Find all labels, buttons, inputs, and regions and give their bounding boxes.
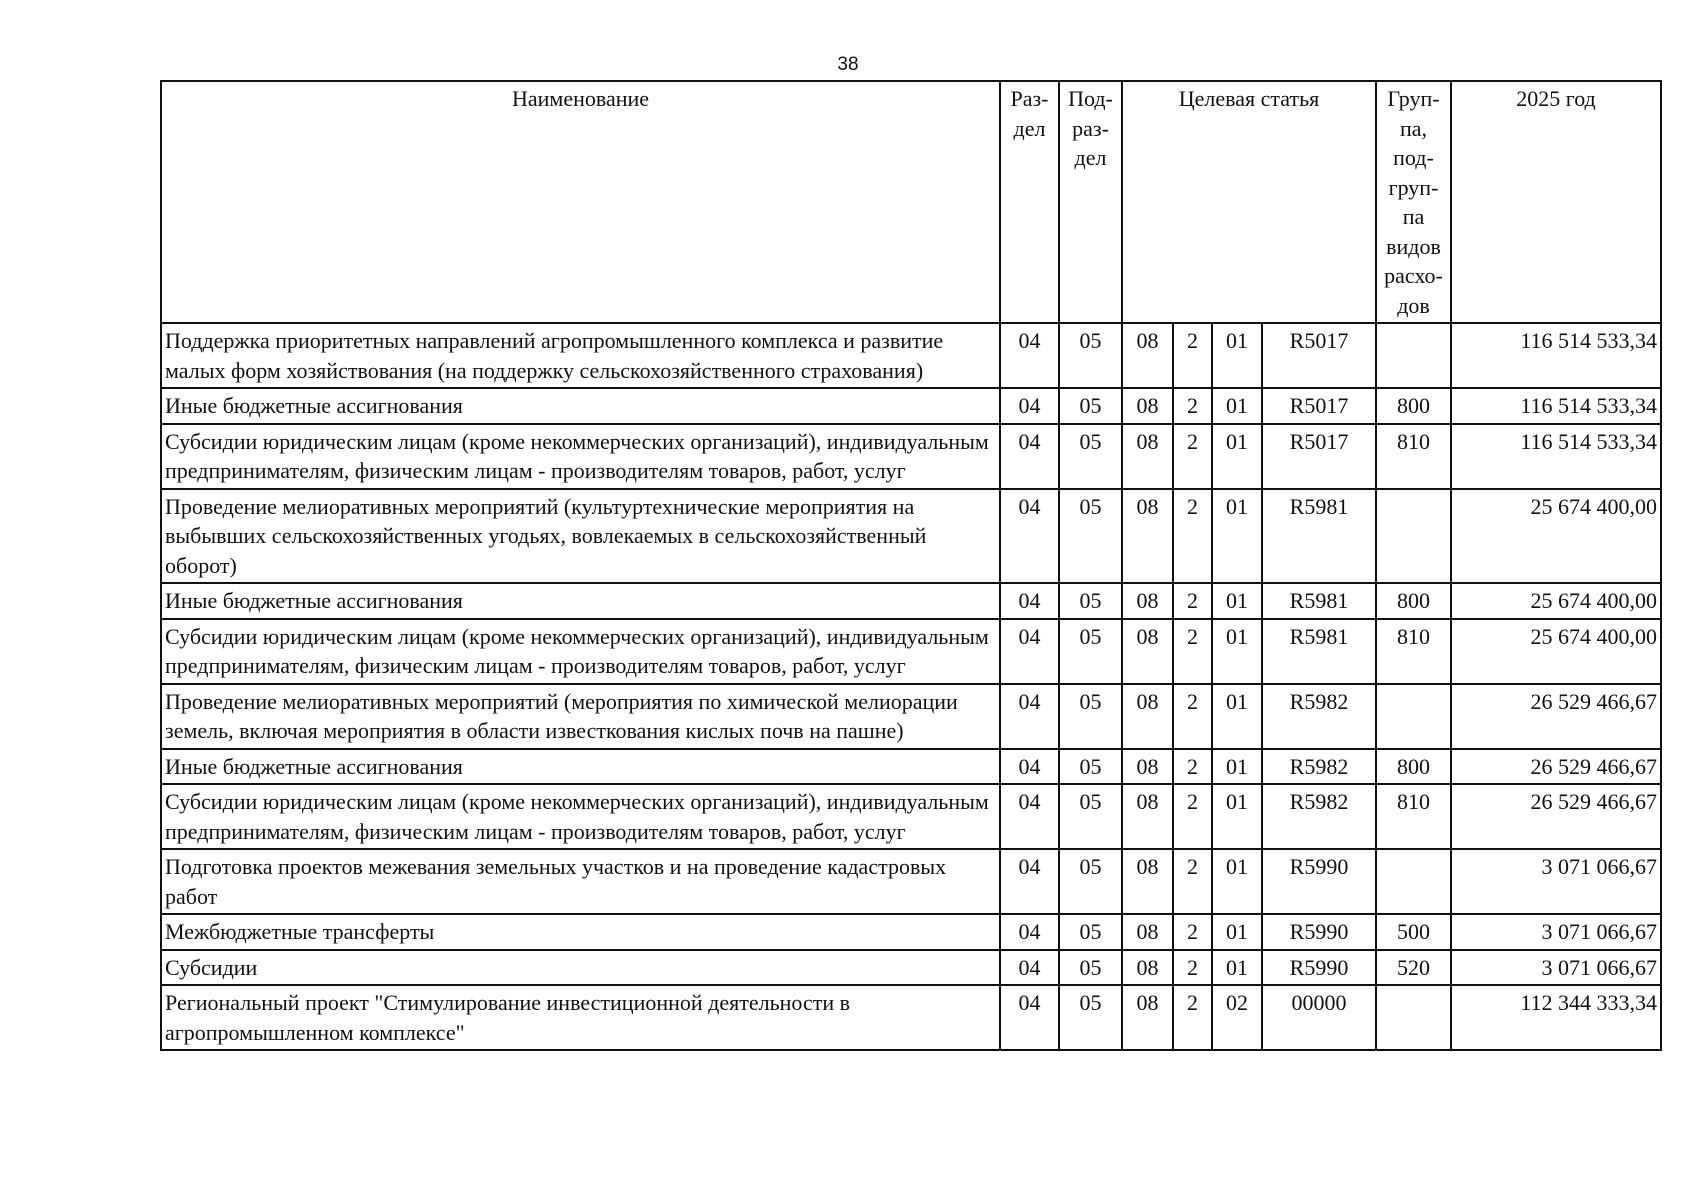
row-target-event: 01 [1212, 323, 1262, 388]
row-target-event: 01 [1212, 388, 1262, 424]
row-target-type: 2 [1173, 424, 1212, 489]
row-amount: 25 674 400,00 [1451, 619, 1661, 684]
row-target-type: 2 [1173, 388, 1212, 424]
row-name: Проведение мелиоративных мероприятий (мероприятия по химической мелиорации земель, включая мероприятия в области известкования кислых почв на пашне) [161, 684, 1000, 749]
row-razdel: 04 [1000, 424, 1059, 489]
row-amount: 116 514 533,34 [1451, 424, 1661, 489]
row-target-code: R5982 [1262, 784, 1376, 849]
page-number: 38 [837, 54, 859, 75]
row-amount: 26 529 466,67 [1451, 784, 1661, 849]
row-expense-group [1376, 849, 1451, 914]
row-amount: 3 071 066,67 [1451, 914, 1661, 950]
table-row [161, 583, 1661, 619]
row-target-program: 08 [1122, 985, 1173, 1050]
row-podrazdel: 05 [1059, 323, 1122, 388]
row-name: Межбюджетные трансферты [161, 914, 1000, 950]
row-podrazdel: 05 [1059, 583, 1122, 619]
row-name: Субсидии [161, 950, 1000, 986]
row-target-type: 2 [1173, 323, 1212, 388]
row-razdel: 04 [1000, 388, 1059, 424]
row-target-program: 08 [1122, 749, 1173, 785]
row-target-event: 01 [1212, 784, 1262, 849]
row-name: Иные бюджетные ассигнования [161, 749, 1000, 785]
row-target-program: 08 [1122, 950, 1173, 986]
row-target-code: R5017 [1262, 388, 1376, 424]
row-razdel: 04 [1000, 784, 1059, 849]
row-target-code: R5990 [1262, 914, 1376, 950]
header-row [161, 81, 1661, 323]
row-amount: 26 529 466,67 [1451, 684, 1661, 749]
row-target-type: 2 [1173, 950, 1212, 986]
row-target-type: 2 [1173, 784, 1212, 849]
row-expense-group: 500 [1376, 914, 1451, 950]
table-row [161, 619, 1661, 684]
row-expense-group: 810 [1376, 784, 1451, 849]
table-row [161, 985, 1661, 1050]
table-row [161, 684, 1661, 749]
header-target-article: Целевая статья [1122, 81, 1376, 323]
row-target-program: 08 [1122, 684, 1173, 749]
header-name: Наименование [161, 81, 1000, 323]
row-target-program: 08 [1122, 424, 1173, 489]
row-podrazdel: 05 [1059, 849, 1122, 914]
row-podrazdel: 05 [1059, 424, 1122, 489]
row-expense-group: 800 [1376, 583, 1451, 619]
row-amount: 26 529 466,67 [1451, 749, 1661, 785]
row-target-program: 08 [1122, 388, 1173, 424]
row-target-program: 08 [1122, 619, 1173, 684]
row-amount: 3 071 066,67 [1451, 950, 1661, 986]
row-name: Поддержка приоритетных направлений агропромышленного комплекса и развитие малых форм хозяйствования (на поддержку сельскохозяйственного страхования) [161, 323, 1000, 388]
row-razdel: 04 [1000, 985, 1059, 1050]
row-name: Иные бюджетные ассигнования [161, 583, 1000, 619]
row-name: Субсидии юридическим лицам (кроме некоммерческих организаций), индивидуальным предпринимателям, физическим лицам - производителям товаров, работ, услуг [161, 424, 1000, 489]
row-target-code: R5017 [1262, 323, 1376, 388]
table-body [161, 323, 1661, 1050]
row-target-type: 2 [1173, 985, 1212, 1050]
table-row [161, 914, 1661, 950]
row-target-program: 08 [1122, 489, 1173, 584]
row-name: Субсидии юридическим лицам (кроме некоммерческих организаций), индивидуальным предпринимателям, физическим лицам - производителям товаров, работ, услуг [161, 619, 1000, 684]
row-target-code: R5017 [1262, 424, 1376, 489]
row-name: Субсидии юридическим лицам (кроме некоммерческих организаций), индивидуальным предпринимателям, физическим лицам - производителям товаров, работ, услуг [161, 784, 1000, 849]
row-target-type: 2 [1173, 489, 1212, 584]
row-name: Подготовка проектов межевания земельных участков и на проведение кадастровых работ [161, 849, 1000, 914]
row-target-program: 08 [1122, 784, 1173, 849]
table-row [161, 950, 1661, 986]
row-target-program: 08 [1122, 323, 1173, 388]
row-podrazdel: 05 [1059, 489, 1122, 584]
row-podrazdel: 05 [1059, 749, 1122, 785]
row-target-code: R5981 [1262, 583, 1376, 619]
table-row [161, 849, 1661, 914]
row-target-event: 01 [1212, 424, 1262, 489]
budget-table [160, 80, 1662, 1051]
row-target-event: 01 [1212, 583, 1262, 619]
row-target-code: R5981 [1262, 489, 1376, 584]
row-target-code: R5982 [1262, 684, 1376, 749]
header-razdel: Раз- дел [1000, 81, 1059, 323]
row-target-type: 2 [1173, 914, 1212, 950]
row-podrazdel: 05 [1059, 985, 1122, 1050]
row-razdel: 04 [1000, 583, 1059, 619]
row-podrazdel: 05 [1059, 388, 1122, 424]
table-row [161, 323, 1661, 388]
table-row [161, 784, 1661, 849]
row-amount: 25 674 400,00 [1451, 583, 1661, 619]
table-row [161, 424, 1661, 489]
table-row [161, 749, 1661, 785]
row-expense-group [1376, 489, 1451, 584]
row-target-event: 01 [1212, 914, 1262, 950]
row-expense-group: 520 [1376, 950, 1451, 986]
row-podrazdel: 05 [1059, 619, 1122, 684]
row-expense-group: 800 [1376, 388, 1451, 424]
row-target-program: 08 [1122, 849, 1173, 914]
row-target-event: 01 [1212, 749, 1262, 785]
row-razdel: 04 [1000, 684, 1059, 749]
row-podrazdel: 05 [1059, 914, 1122, 950]
row-target-type: 2 [1173, 684, 1212, 749]
row-expense-group: 810 [1376, 619, 1451, 684]
row-amount: 112 344 333,34 [1451, 985, 1661, 1050]
row-target-code: R5982 [1262, 749, 1376, 785]
header-year-2025: 2025 год [1451, 81, 1661, 323]
row-target-event: 01 [1212, 489, 1262, 584]
row-expense-group [1376, 985, 1451, 1050]
row-amount: 116 514 533,34 [1451, 323, 1661, 388]
row-expense-group [1376, 684, 1451, 749]
table-row [161, 388, 1661, 424]
header-expense-group: Груп- па, под- груп- па видов расхо- дов [1376, 81, 1451, 323]
row-target-code: R5990 [1262, 849, 1376, 914]
header-podrazdel: Под- раз- дел [1059, 81, 1122, 323]
row-target-code: 00000 [1262, 985, 1376, 1050]
row-target-program: 08 [1122, 583, 1173, 619]
row-razdel: 04 [1000, 323, 1059, 388]
row-target-type: 2 [1173, 583, 1212, 619]
row-podrazdel: 05 [1059, 784, 1122, 849]
row-razdel: 04 [1000, 914, 1059, 950]
row-target-code: R5981 [1262, 619, 1376, 684]
row-razdel: 04 [1000, 950, 1059, 986]
row-expense-group [1376, 323, 1451, 388]
row-razdel: 04 [1000, 749, 1059, 785]
row-target-event: 01 [1212, 619, 1262, 684]
row-amount: 116 514 533,34 [1451, 388, 1661, 424]
row-razdel: 04 [1000, 489, 1059, 584]
row-razdel: 04 [1000, 849, 1059, 914]
table-row [161, 489, 1661, 584]
row-amount: 3 071 066,67 [1451, 849, 1661, 914]
row-target-event: 01 [1212, 849, 1262, 914]
row-target-type: 2 [1173, 849, 1212, 914]
row-expense-group: 800 [1376, 749, 1451, 785]
row-name: Иные бюджетные ассигнования [161, 388, 1000, 424]
row-target-program: 08 [1122, 914, 1173, 950]
row-name: Проведение мелиоративных мероприятий (культуртехнические мероприятия на выбывших сельскохозяйственных угодьях, вовлекаемых в сельскохозяйственный оборот) [161, 489, 1000, 584]
row-expense-group: 810 [1376, 424, 1451, 489]
row-target-event: 01 [1212, 950, 1262, 986]
row-razdel: 04 [1000, 619, 1059, 684]
row-target-event: 02 [1212, 985, 1262, 1050]
row-podrazdel: 05 [1059, 684, 1122, 749]
row-podrazdel: 05 [1059, 950, 1122, 986]
row-target-code: R5990 [1262, 950, 1376, 986]
row-name: Региональный проект "Стимулирование инвестиционной деятельности в агропромышленном комплексе" [161, 985, 1000, 1050]
row-target-event: 01 [1212, 684, 1262, 749]
row-target-type: 2 [1173, 749, 1212, 785]
row-target-type: 2 [1173, 619, 1212, 684]
row-amount: 25 674 400,00 [1451, 489, 1661, 584]
